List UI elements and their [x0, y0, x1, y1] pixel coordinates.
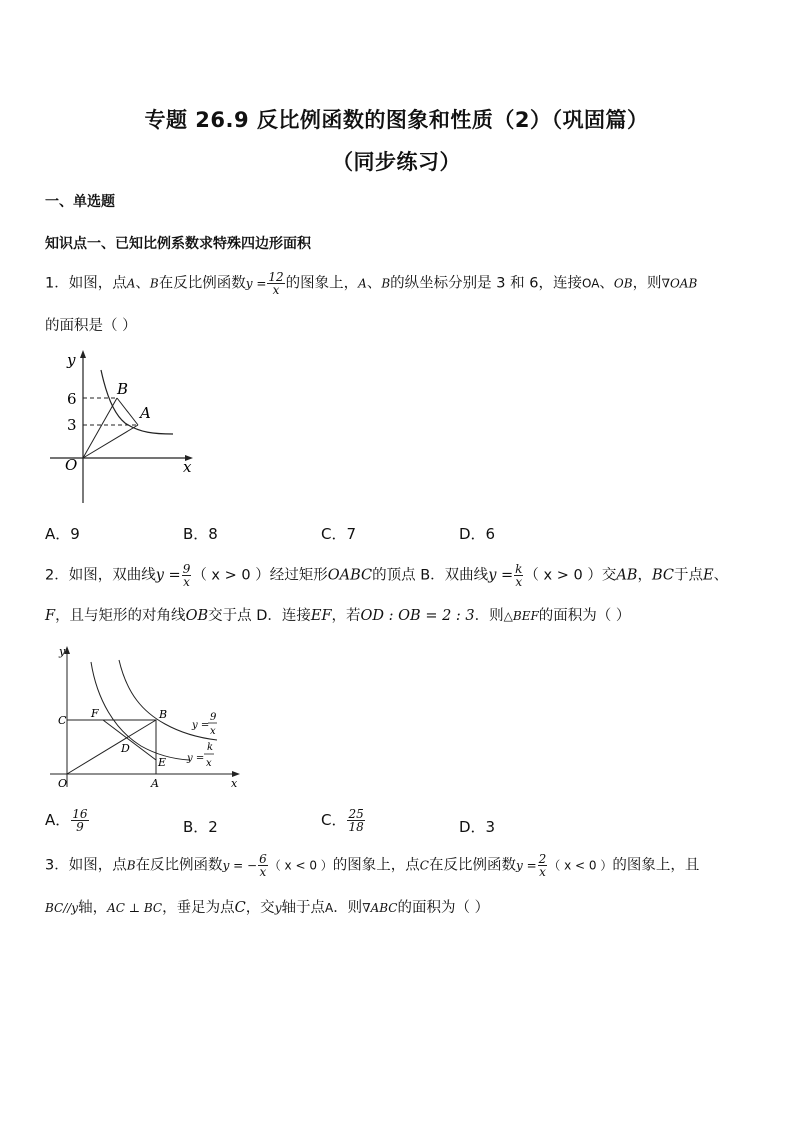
fraction-2-over-x: $\frac{2}{x}$: [538, 852, 547, 879]
page-subtitle: （同步练习）: [332, 150, 461, 174]
option-b[interactable]: B．2: [183, 818, 218, 836]
segment-AB: [117, 398, 138, 425]
hyperbola-k-over-x: [91, 662, 189, 760]
question-2-line-1: 2．如图，双曲线y = $\frac{9}{x}$ （ x > 0 ）经过矩形OABC的顶点 B．双曲线y = $\frac{k}{x}$ （ x > 0 ）交AB，BC于点E、: [45, 562, 729, 589]
fraction-25-over-18: $\frac{25}{18}$: [348, 807, 364, 834]
y-axis-arrow: [80, 350, 86, 358]
option-b[interactable]: B．8: [183, 525, 218, 543]
segment-OA: [83, 425, 138, 458]
label-B: B: [117, 380, 129, 398]
label-C: C: [58, 714, 67, 727]
label-E: E: [158, 756, 167, 769]
label-y: y: [59, 645, 66, 658]
label-y: y: [67, 351, 76, 369]
knowledge-point-heading: 知识点一、已知比例系数求特殊四边形面积: [45, 236, 311, 252]
label-A: A: [140, 404, 151, 422]
fraction-16-over-9: $\frac{16}{9}$: [72, 807, 88, 834]
curve-label-2-den: x: [206, 758, 212, 769]
question-2-line-2: F，且与矩形的对角线OB交于点 D．连接EF，若OD : OB = 2 : 3．则△BEF的面积为（ ）: [45, 608, 631, 624]
tick-6: 6: [67, 390, 77, 408]
tick-3: 3: [67, 416, 77, 434]
segment-OB: [83, 398, 117, 458]
option-c[interactable]: C．7: [321, 525, 357, 543]
fraction-12-over-x: $\frac{12}{x}$: [268, 270, 284, 297]
curve-label-1-num: 9: [210, 712, 217, 723]
question-1-figure: [45, 348, 205, 508]
question-3-line-2: BC//y轴，AC ⊥ BC，垂足为点C，交y轴于点A．则∇ABC的面积为（ ）: [45, 900, 490, 916]
label-F: F: [91, 707, 99, 720]
option-a[interactable]: A．9: [45, 525, 80, 543]
fraction-9-over-x: $\frac{9}{x}$: [182, 562, 191, 589]
label-x: x: [231, 777, 238, 790]
section-heading: 一、单选题: [45, 194, 115, 210]
curve-label-1-y: y =: [192, 720, 210, 731]
option-c[interactable]: C． $\frac{25}{18}$: [321, 807, 364, 834]
label-x: x: [183, 458, 192, 476]
question-2-figure: [45, 642, 255, 792]
fraction-6-over-x: $\frac{6}{x}$: [259, 852, 267, 879]
curve-label-2-num: k: [207, 742, 214, 753]
question-1-line-1: 1．如图，点A、B在反比例函数y = $\frac{12}{x}$ 的图象上，A、B的纵坐标分别是 3 和 6，连接OA、OB，则∇OAB: [45, 270, 698, 297]
option-d[interactable]: D．3: [459, 818, 496, 836]
label-A: A: [151, 777, 159, 790]
option-a[interactable]: A． $\frac{16}{9}$: [45, 807, 88, 834]
question-1-line-2: 的面积是（ ）: [45, 318, 137, 334]
question-3-line-1: 3．如图，点B在反比例函数y = − $\frac{6}{x}$ （ x < 0 ）的图象上，点C在反比例函数y = $\frac{2}{x}$ （ x < 0 ）的图象上，且: [45, 852, 700, 879]
page-title: 专题 26.9 反比例函数的图象和性质（2）（巩固篇）: [144, 108, 649, 132]
curve-label-2-y: y =: [187, 753, 205, 764]
curve-label-1-den: x: [210, 726, 216, 737]
label-D: D: [121, 742, 130, 755]
label-O: O: [65, 456, 78, 474]
label-B: B: [159, 708, 168, 721]
option-d[interactable]: D．6: [459, 525, 496, 543]
label-O: O: [58, 777, 68, 790]
fraction-k-over-x: $\frac{k}{x}$: [515, 562, 523, 589]
